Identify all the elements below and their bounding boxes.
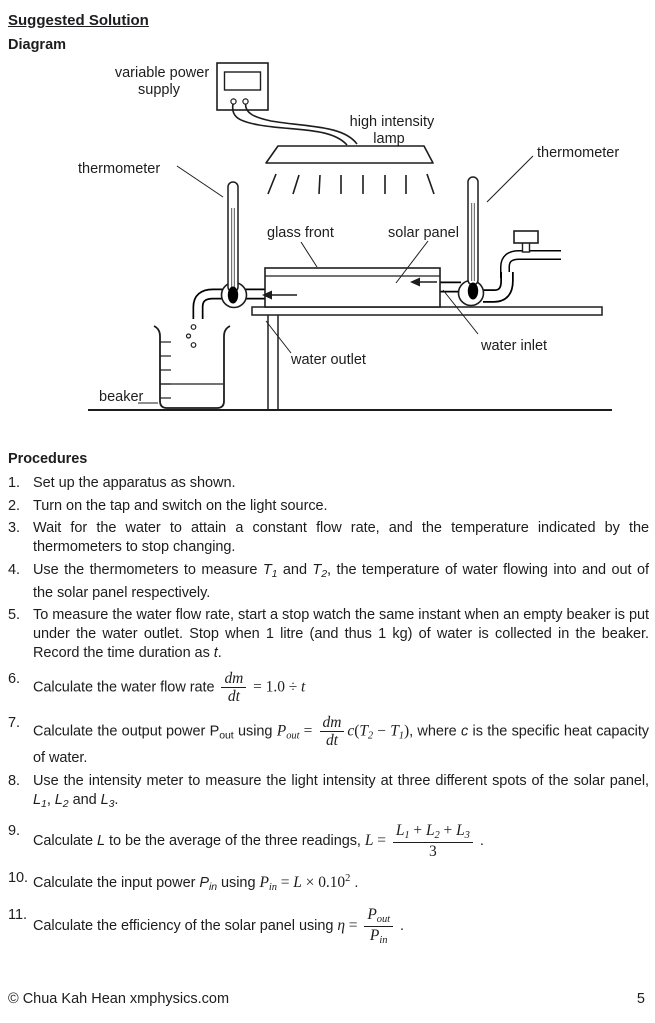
text-run: . [114, 791, 119, 808]
math-op: = [276, 874, 294, 892]
thermometer-right-label: thermometer [537, 145, 620, 161]
math-sub: in [268, 882, 277, 894]
item-number: 7. [8, 714, 20, 731]
text-run: and [68, 791, 101, 808]
text-run: Turn on the tap and switch on the light source. [33, 497, 328, 514]
beaker-label: beaker [99, 389, 144, 405]
math-sub: 2 [62, 797, 69, 810]
text-run: using [217, 875, 260, 892]
copyright-text: © Chua Kah Hean xmphysics.com [8, 991, 230, 1007]
procedure-item-7 [8, 714, 649, 769]
fraction-denominator: dt [325, 732, 338, 750]
math-var: P [259, 874, 269, 892]
math-sub: 3 [108, 797, 115, 810]
tap-handle [514, 231, 538, 252]
diagram-heading: Diagram [8, 37, 67, 53]
text-run: To measure the water flow rate, start a stop watch the same instant when an empty beaker is put under the water outlet. Stop when 1 litre (and thus 1 kg) of water is collected in the beaker. Record the time duration as [33, 607, 649, 661]
fraction-numerator: $P_{out}$ [364, 906, 393, 927]
math-sub: out [286, 730, 300, 742]
power-supply-label: supply [138, 82, 180, 98]
text-run: using [233, 723, 277, 740]
text-run: Wait for the water to attain a constant flow rate, and the temperature indicated by the thermometers to stop changing. [33, 520, 649, 555]
text-run: Calculate the output power P [33, 723, 220, 740]
power-supply [217, 63, 268, 110]
math-var: L [54, 791, 63, 808]
math-var: P [276, 722, 287, 740]
procedure-item-9 [8, 822, 649, 860]
lamp-label: high intensity [349, 114, 435, 130]
text-run: . [475, 832, 484, 849]
text-run: Use the intensity meter to measure the light intensity at three different spots of the solar panel, [33, 772, 649, 789]
thermometer-bulb [228, 287, 238, 304]
procedures-section [8, 450, 649, 950]
item-number: 2. [8, 497, 20, 514]
procedure-item-1 [8, 474, 649, 493]
terminal [231, 99, 236, 104]
math-var: T [390, 722, 399, 740]
page-number: 5 [636, 991, 645, 1007]
procedures-heading: Procedures [8, 451, 88, 467]
math-var: t [301, 678, 306, 696]
water-inlet-label: water inlet [481, 338, 548, 354]
item-text [33, 822, 649, 860]
water-outlet-label: water outlet [291, 352, 366, 368]
thermometer-right [468, 177, 478, 300]
fraction-denominator: dt [227, 688, 240, 706]
item-number: 6. [8, 671, 20, 687]
math-sub: 1 [271, 567, 278, 580]
item-number: 4. [8, 561, 20, 578]
math-var: P [199, 875, 209, 892]
procedure-item-5 [8, 606, 649, 663]
table-leg [268, 315, 278, 409]
fraction [320, 714, 345, 750]
item-text [33, 906, 649, 947]
procedure-item-8 [8, 772, 649, 814]
item-number: 5. [8, 607, 20, 623]
math-var: t [213, 645, 218, 661]
math-sub: out [219, 729, 234, 742]
math-op: − [373, 722, 391, 740]
item-text [33, 714, 649, 769]
terminal [243, 99, 248, 104]
text-run: , where [409, 723, 461, 740]
math-sub: 2 [321, 567, 328, 580]
lamp [266, 146, 433, 163]
water-drops [187, 325, 196, 348]
solar-panel-label: solar panel [388, 225, 459, 241]
math-sub: 1 [41, 797, 47, 810]
power-supply-label: variable power [114, 65, 210, 81]
math-op: = [373, 831, 390, 849]
page-footer [8, 991, 645, 1007]
procedure-item-2 [8, 497, 649, 516]
text-run: Use the thermometers to measure [33, 561, 263, 578]
math-var: T [312, 561, 322, 578]
procedure-item-6 [8, 670, 649, 706]
math-op: ) [403, 722, 410, 740]
procedure-item-10 [8, 869, 649, 897]
page-title: Suggested Solution [8, 12, 149, 29]
item-text [33, 606, 649, 663]
solar-panel-box [265, 268, 440, 307]
item-text [33, 772, 649, 814]
item-number: 10. [8, 870, 29, 887]
math-var: T [262, 561, 272, 578]
fraction-denominator: $P_{in}$ [369, 926, 388, 946]
text-run: and [277, 561, 313, 578]
thermometer-left [228, 182, 238, 304]
procedure-item-3 [8, 519, 649, 557]
light-rays [268, 174, 434, 194]
procedure-item-11 [8, 906, 649, 947]
math-var: T [359, 722, 368, 740]
math-var: L [33, 791, 42, 808]
math-var: L [293, 874, 302, 892]
item-text [33, 474, 649, 493]
text-run: , [46, 791, 55, 808]
table-top [252, 307, 602, 315]
procedure-item-4 [8, 561, 649, 603]
text-run: Calculate [33, 832, 97, 849]
item-number: 9. [8, 822, 20, 839]
math-op: ( [354, 722, 360, 740]
fraction [364, 906, 393, 947]
text-run: , the temperature of water flowing into and out of the solar panel respectively. [33, 561, 649, 601]
item-text [33, 869, 649, 897]
math-op: = [299, 722, 317, 740]
text-run: is the specific heat capacity of water. [33, 723, 649, 767]
math-var: L [364, 831, 374, 849]
item-text [33, 519, 649, 557]
thermometer-bulb [468, 283, 478, 300]
math-var: L [100, 791, 109, 808]
text-run: Calculate the efficiency of the solar panel using [33, 918, 338, 935]
item-text [33, 670, 649, 706]
item-number: 3. [8, 520, 20, 536]
text-run: to be the average of the three readings, [105, 832, 365, 849]
math-sub: 2 [367, 730, 374, 742]
text-run: . [396, 918, 404, 935]
math-sub: 1 [398, 730, 404, 742]
water-inlet-pipe [438, 255, 561, 296]
item-text [33, 497, 649, 516]
math-op: × 0.10 [301, 874, 346, 892]
math-var: c [460, 723, 469, 740]
fraction [393, 822, 473, 860]
math-sub: in [208, 881, 218, 894]
math-var: L [96, 832, 105, 849]
lamp-label: lamp [373, 131, 405, 147]
math-var: η [337, 917, 345, 935]
item-text [33, 561, 649, 603]
glass-front-label: glass front [267, 225, 334, 241]
math-op: = 1.0 ÷ [249, 678, 302, 696]
item-number: 1. [8, 475, 20, 491]
fraction-numerator: dm [320, 714, 345, 732]
thermometer-left-label: thermometer [78, 161, 161, 177]
item-number: 11. [8, 907, 27, 924]
text-run: . [350, 875, 359, 892]
math-var: c [347, 722, 355, 740]
text-run: Set up the apparatus as shown. [33, 475, 236, 491]
math-sup: 2 [345, 873, 351, 885]
beaker [154, 326, 230, 408]
power-supply-display [225, 72, 261, 90]
item-number: 8. [8, 772, 20, 789]
graduation-marks [160, 342, 171, 398]
text-run: . [217, 645, 222, 661]
fraction [221, 670, 246, 706]
apparatus-diagram [0, 50, 655, 418]
text-run: Calculate the water flow rate [33, 679, 219, 696]
math-op: = [344, 917, 362, 935]
text-run: Calculate the input power [33, 875, 200, 892]
fraction-denominator: 3 [428, 842, 437, 860]
fraction-numerator: dm [221, 670, 246, 688]
fraction-numerator: $L_1 + L_2 + L_3$ [393, 822, 473, 843]
